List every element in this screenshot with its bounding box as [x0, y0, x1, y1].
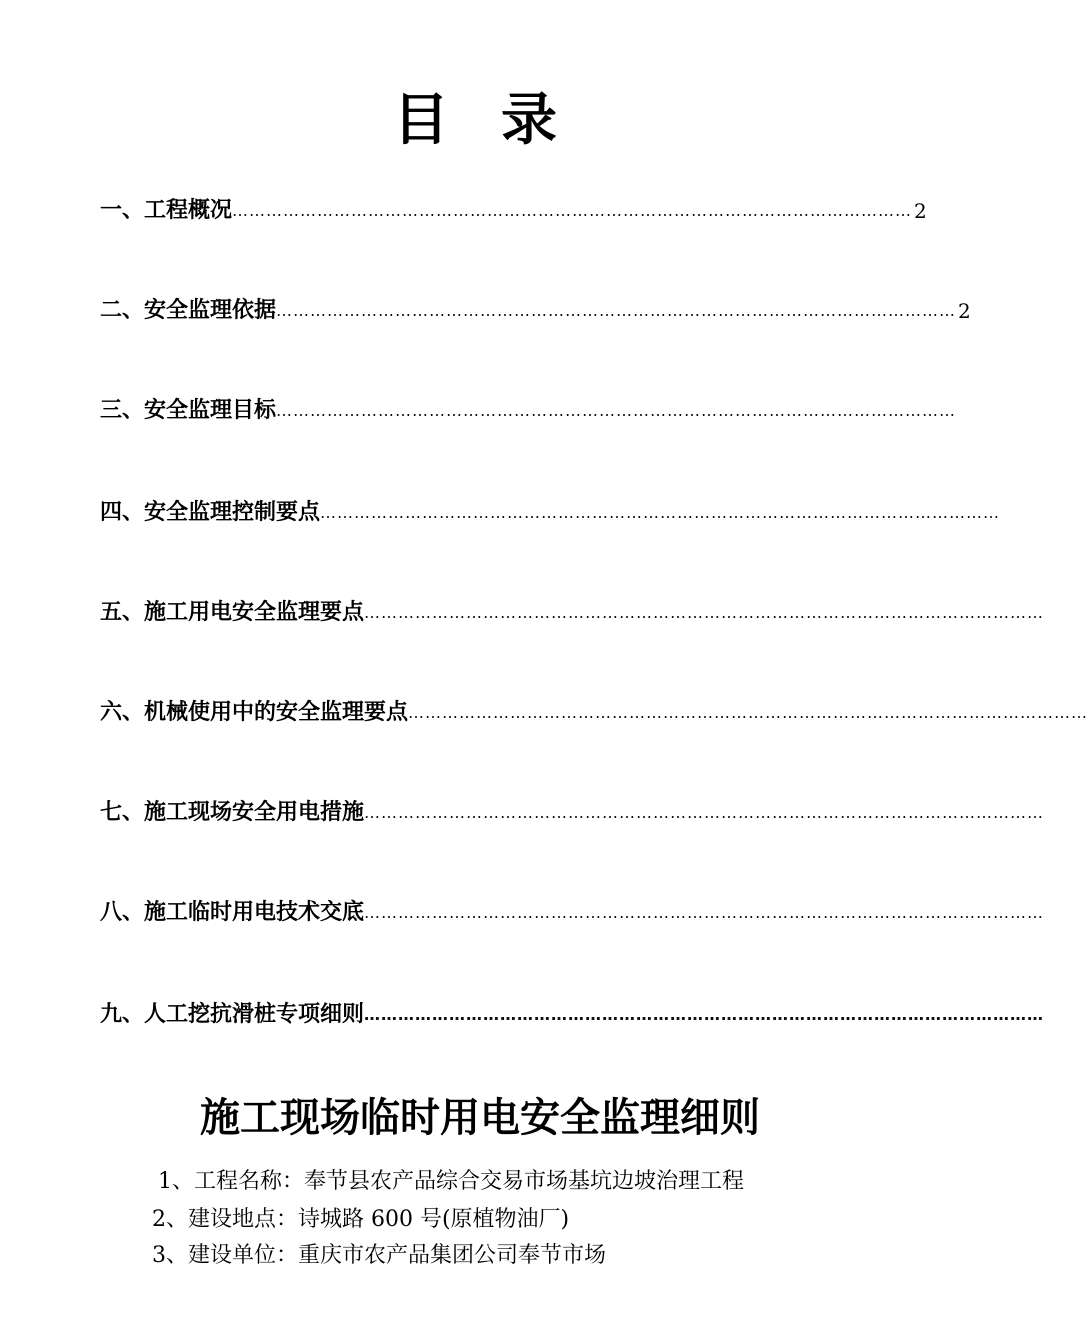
toc-leader: …………………………………………………………………………………………………………: [364, 1005, 1045, 1024]
toc-entry[interactable]: [100, 796, 1045, 830]
toc-page-number: 2: [958, 299, 971, 323]
toc-leader: …………………………………………………………………………………………………………: [408, 703, 1088, 722]
toc-entry[interactable]: [100, 696, 1088, 730]
toc-entry-label: 三、安全监理目标: [100, 398, 277, 423]
toc-entry[interactable]: [100, 998, 1045, 1032]
toc-entry[interactable]: [100, 194, 927, 228]
toc-leader: …………………………………………………………………………………………………………: [364, 903, 1045, 922]
toc-entry[interactable]: [100, 496, 1001, 530]
toc-leader: …………………………………………………………………………………………………………: [364, 603, 1045, 622]
toc-entry-label: 四、安全监理控制要点: [100, 500, 321, 525]
toc-entry-label: 五、施工用电安全监理要点: [100, 600, 365, 625]
toc-entry-label: 九、人工挖抗滑桩专项细则: [100, 1002, 365, 1027]
project-name-line: 1、工程名称：奉节县农产品综合交易市场基坑边坡治理工程: [158, 1169, 744, 1194]
toc-leader: …………………………………………………………………………………………………………: [320, 503, 1001, 522]
toc-entry-label: 二、安全监理依据: [100, 298, 277, 323]
toc-page-number: 2: [914, 199, 927, 223]
toc-entry[interactable]: [100, 394, 957, 428]
construction-site-line: 2、建设地点：诗城路 600 号(原植物油厂): [152, 1207, 570, 1232]
toc-leader: …………………………………………………………………………………………………………: [276, 301, 957, 320]
section-title: 施工现场临时用电安全监理细则: [200, 1095, 760, 1141]
toc-entry-label: 七、施工现场安全用电措施: [100, 800, 365, 825]
toc-title: 目录: [393, 88, 609, 153]
toc-leader: …………………………………………………………………………………………………………: [276, 401, 957, 420]
toc-entry-label: 八、施工临时用电技术交底: [100, 900, 365, 925]
toc-entry-label: 六、机械使用中的安全监理要点: [100, 700, 409, 725]
toc-entry[interactable]: [100, 896, 1045, 930]
toc-entry[interactable]: [100, 294, 971, 328]
toc-leader: …………………………………………………………………………………………………………: [364, 803, 1045, 822]
toc-leader: …………………………………………………………………………………………………………: [232, 201, 913, 220]
construction-unit-line: 3、建设单位：重庆市农产品集团公司奉节市场: [152, 1243, 606, 1268]
toc-entry[interactable]: [100, 596, 1045, 630]
toc-entry-label: 一、工程概况: [100, 198, 233, 223]
